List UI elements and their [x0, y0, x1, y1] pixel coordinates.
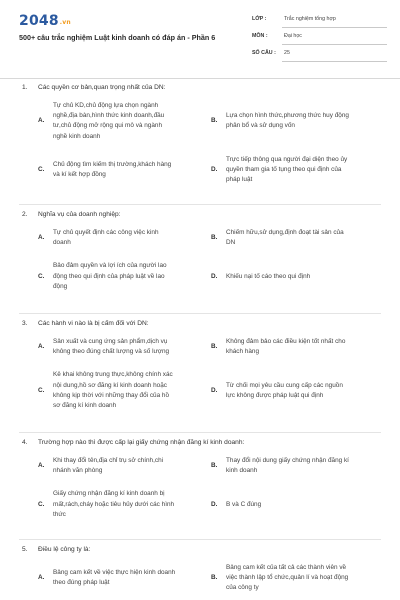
meta-row-count: [252, 47, 387, 64]
option-text-line: Sản xuất và cung ứng sản phẩm,dịch vụ: [53, 338, 168, 345]
option-text-line: Chủ động tìm kiếm thị trường,khách hàng: [53, 160, 172, 168]
option-text-line: quyền tham gia tố tụng theo qui định của: [226, 166, 342, 173]
question-divider: [19, 539, 381, 540]
question-number: 5.: [22, 546, 28, 553]
option-letter: C.: [38, 386, 45, 394]
option-text-line: sơ đăng kí kinh doanh: [53, 402, 117, 409]
option-letter: D.: [211, 272, 218, 280]
logo-text: 2048: [19, 13, 59, 29]
option-text: [226, 111, 384, 131]
option-text-line: Khiếu nại tố cáo theo qui định: [226, 272, 311, 280]
meta-divider: [282, 44, 387, 45]
option-text: [53, 370, 203, 411]
option-text: [226, 228, 384, 248]
option-text-line: phân bổ và sử dụng vốn: [226, 122, 295, 130]
option-letter: C.: [38, 272, 45, 280]
option-text-line: Chiếm hữu,sử dụng,định đoạt tài sản của: [226, 229, 344, 236]
option-text-line: pháp luật: [226, 176, 253, 184]
option-text-line: doanh: [53, 239, 71, 247]
option-letter: B.: [211, 343, 218, 351]
question-text: Nghĩa vụ của doanh nghiệp:: [38, 211, 121, 218]
meta-value: Đại học: [284, 33, 302, 39]
option-text: [226, 155, 384, 186]
question-text: Điều lệ công ty là:: [38, 546, 91, 553]
option-text-line: nội dung,hồ sơ đăng kí kinh doanh hoặc: [53, 381, 167, 389]
option-text: [226, 500, 384, 510]
option-text: [226, 381, 384, 401]
option-text-line: Bảo đảm quyền và lợi ích của người lao: [53, 262, 167, 270]
option-letter: D.: [211, 500, 218, 508]
option-text: [53, 261, 203, 292]
option-letter: D.: [211, 386, 218, 394]
meta-value: Trắc nghiệm tổng hợp: [284, 16, 336, 22]
option-text-line: động theo qui định của pháp luật về lao: [53, 272, 165, 280]
option-letter: C.: [38, 500, 45, 508]
option-text-line: Bảng cam kết của tất cả các thành viên về: [226, 564, 347, 571]
option-text-line: Khi thay đổi tên,địa chỉ trụ sở chính,chi: [53, 457, 164, 464]
question-text: Các quyền cơ bản,quan trọng nhất của DN:: [38, 84, 166, 91]
option-text-line: Bảng cam kết về việc thực hiện kinh doanh: [53, 569, 176, 577]
meta-divider: [282, 27, 387, 28]
question-number: 3.: [22, 320, 28, 327]
option-text: [53, 101, 203, 142]
question-text: Trường hợp nào thì được cấp lại giấy chứng nhận đăng kí kinh doanh:: [38, 439, 245, 446]
option-text-line: Tự chủ quyết định các công việc kinh: [53, 229, 159, 236]
question-heading: [22, 439, 244, 446]
option-text: [53, 489, 203, 520]
option-text-line: thức: [53, 510, 66, 518]
question-heading: [22, 546, 90, 553]
option-text-line: Từ chối mọi yêu cầu cung cấp các nguồn: [226, 381, 343, 389]
meta-label: MÔN :: [252, 33, 268, 39]
document-meta: [252, 13, 387, 64]
option-letter: A.: [38, 462, 45, 470]
option-letter: B.: [211, 574, 218, 582]
question-divider: [19, 313, 381, 314]
option-text-line: theo đúng pháp luật: [53, 579, 110, 587]
meta-label: SỐ CÂU :: [252, 50, 276, 56]
meta-label: LỚP :: [252, 16, 267, 22]
option-text: [53, 568, 203, 588]
header-divider: [0, 78, 400, 79]
option-letter: A.: [38, 117, 45, 125]
option-text-line: Kê khai không trung thực,không chính xác: [53, 371, 173, 379]
question-number: 4.: [22, 439, 28, 446]
question-number: 2.: [22, 211, 28, 218]
option-text-line: không kịp thời với những thay đổi của hồ: [53, 391, 170, 399]
option-text-line: B và C đúng: [226, 500, 262, 508]
option-letter: A.: [38, 234, 45, 242]
site-logo[interactable]: [19, 13, 71, 29]
option-letter: C.: [38, 166, 45, 174]
option-text: [226, 563, 384, 594]
option-text: [226, 456, 384, 476]
option-text-line: DN: [226, 239, 236, 247]
option-text-line: nghề kinh doanh: [53, 132, 101, 140]
option-text-line: của công ty: [226, 584, 259, 592]
question-divider: [19, 432, 381, 433]
option-letter: B.: [211, 462, 218, 470]
question-number: 1.: [22, 84, 28, 91]
option-text-line: và kí kết hợp đồng: [53, 171, 106, 179]
option-text-line: kinh doanh: [226, 467, 258, 475]
option-letter: A.: [38, 574, 45, 582]
option-text: [53, 456, 203, 476]
question-text: Các hành vi nào là bị cấm đối với DN:: [38, 320, 149, 327]
option-text-line: lực không được pháp luật qui định: [226, 391, 324, 399]
meta-divider: [282, 61, 387, 62]
option-text-line: Trực tiếp thông qua người đại diện theo ủy: [226, 155, 348, 163]
option-text: [53, 228, 203, 248]
option-text: [226, 337, 384, 357]
question-divider: [19, 204, 381, 205]
option-text-line: Lựa chọn hình thức,phương thức huy động: [226, 112, 349, 120]
option-text-line: động: [53, 282, 68, 290]
option-text-line: Không đảm bảo các điều kiện tốt nhất cho: [226, 338, 346, 345]
document-title: 500+ câu trắc nghiệm Luật kinh doanh có đáp án - Phần 6: [19, 33, 216, 42]
option-text-line: khách hàng: [226, 348, 260, 356]
question-heading: [22, 84, 166, 91]
option-letter: D.: [211, 166, 218, 174]
option-text-line: không theo đúng chất lượng và số lượng: [53, 348, 170, 356]
option-text-line: tư,chủ động mở rộng qui mô và ngành: [53, 122, 163, 130]
option-text-line: Giấy chứng nhận đăng kí kinh doanh bị: [53, 490, 165, 498]
option-text-line: Tự chủ KD,chủ động lựa chọn ngành: [53, 102, 159, 109]
option-letter: B.: [211, 117, 218, 125]
option-text-line: việc thành lập tổ chức,quản lí và hoạt động: [226, 574, 349, 582]
option-text-line: mất,rách,cháy hoặc tiêu hủy dưới các hình: [53, 500, 175, 508]
document-header: [0, 0, 400, 78]
option-text: [53, 337, 203, 357]
question-heading: [22, 320, 149, 327]
option-letter: B.: [211, 234, 218, 242]
option-text: [226, 272, 384, 282]
option-text: [53, 160, 203, 180]
logo-domain: .vn: [59, 19, 71, 26]
option-text-line: nghề,địa bàn,hình thức kinh doanh,đầu: [53, 112, 165, 120]
option-text-line: Thay đổi nội dung giấy chứng nhận đăng kí: [226, 457, 349, 464]
option-letter: A.: [38, 343, 45, 351]
option-text-line: nhánh văn phòng: [53, 467, 103, 475]
meta-row-subject: [252, 30, 387, 47]
meta-row-class: [252, 13, 387, 30]
meta-value: 25: [284, 50, 290, 56]
question-heading: [22, 211, 121, 218]
